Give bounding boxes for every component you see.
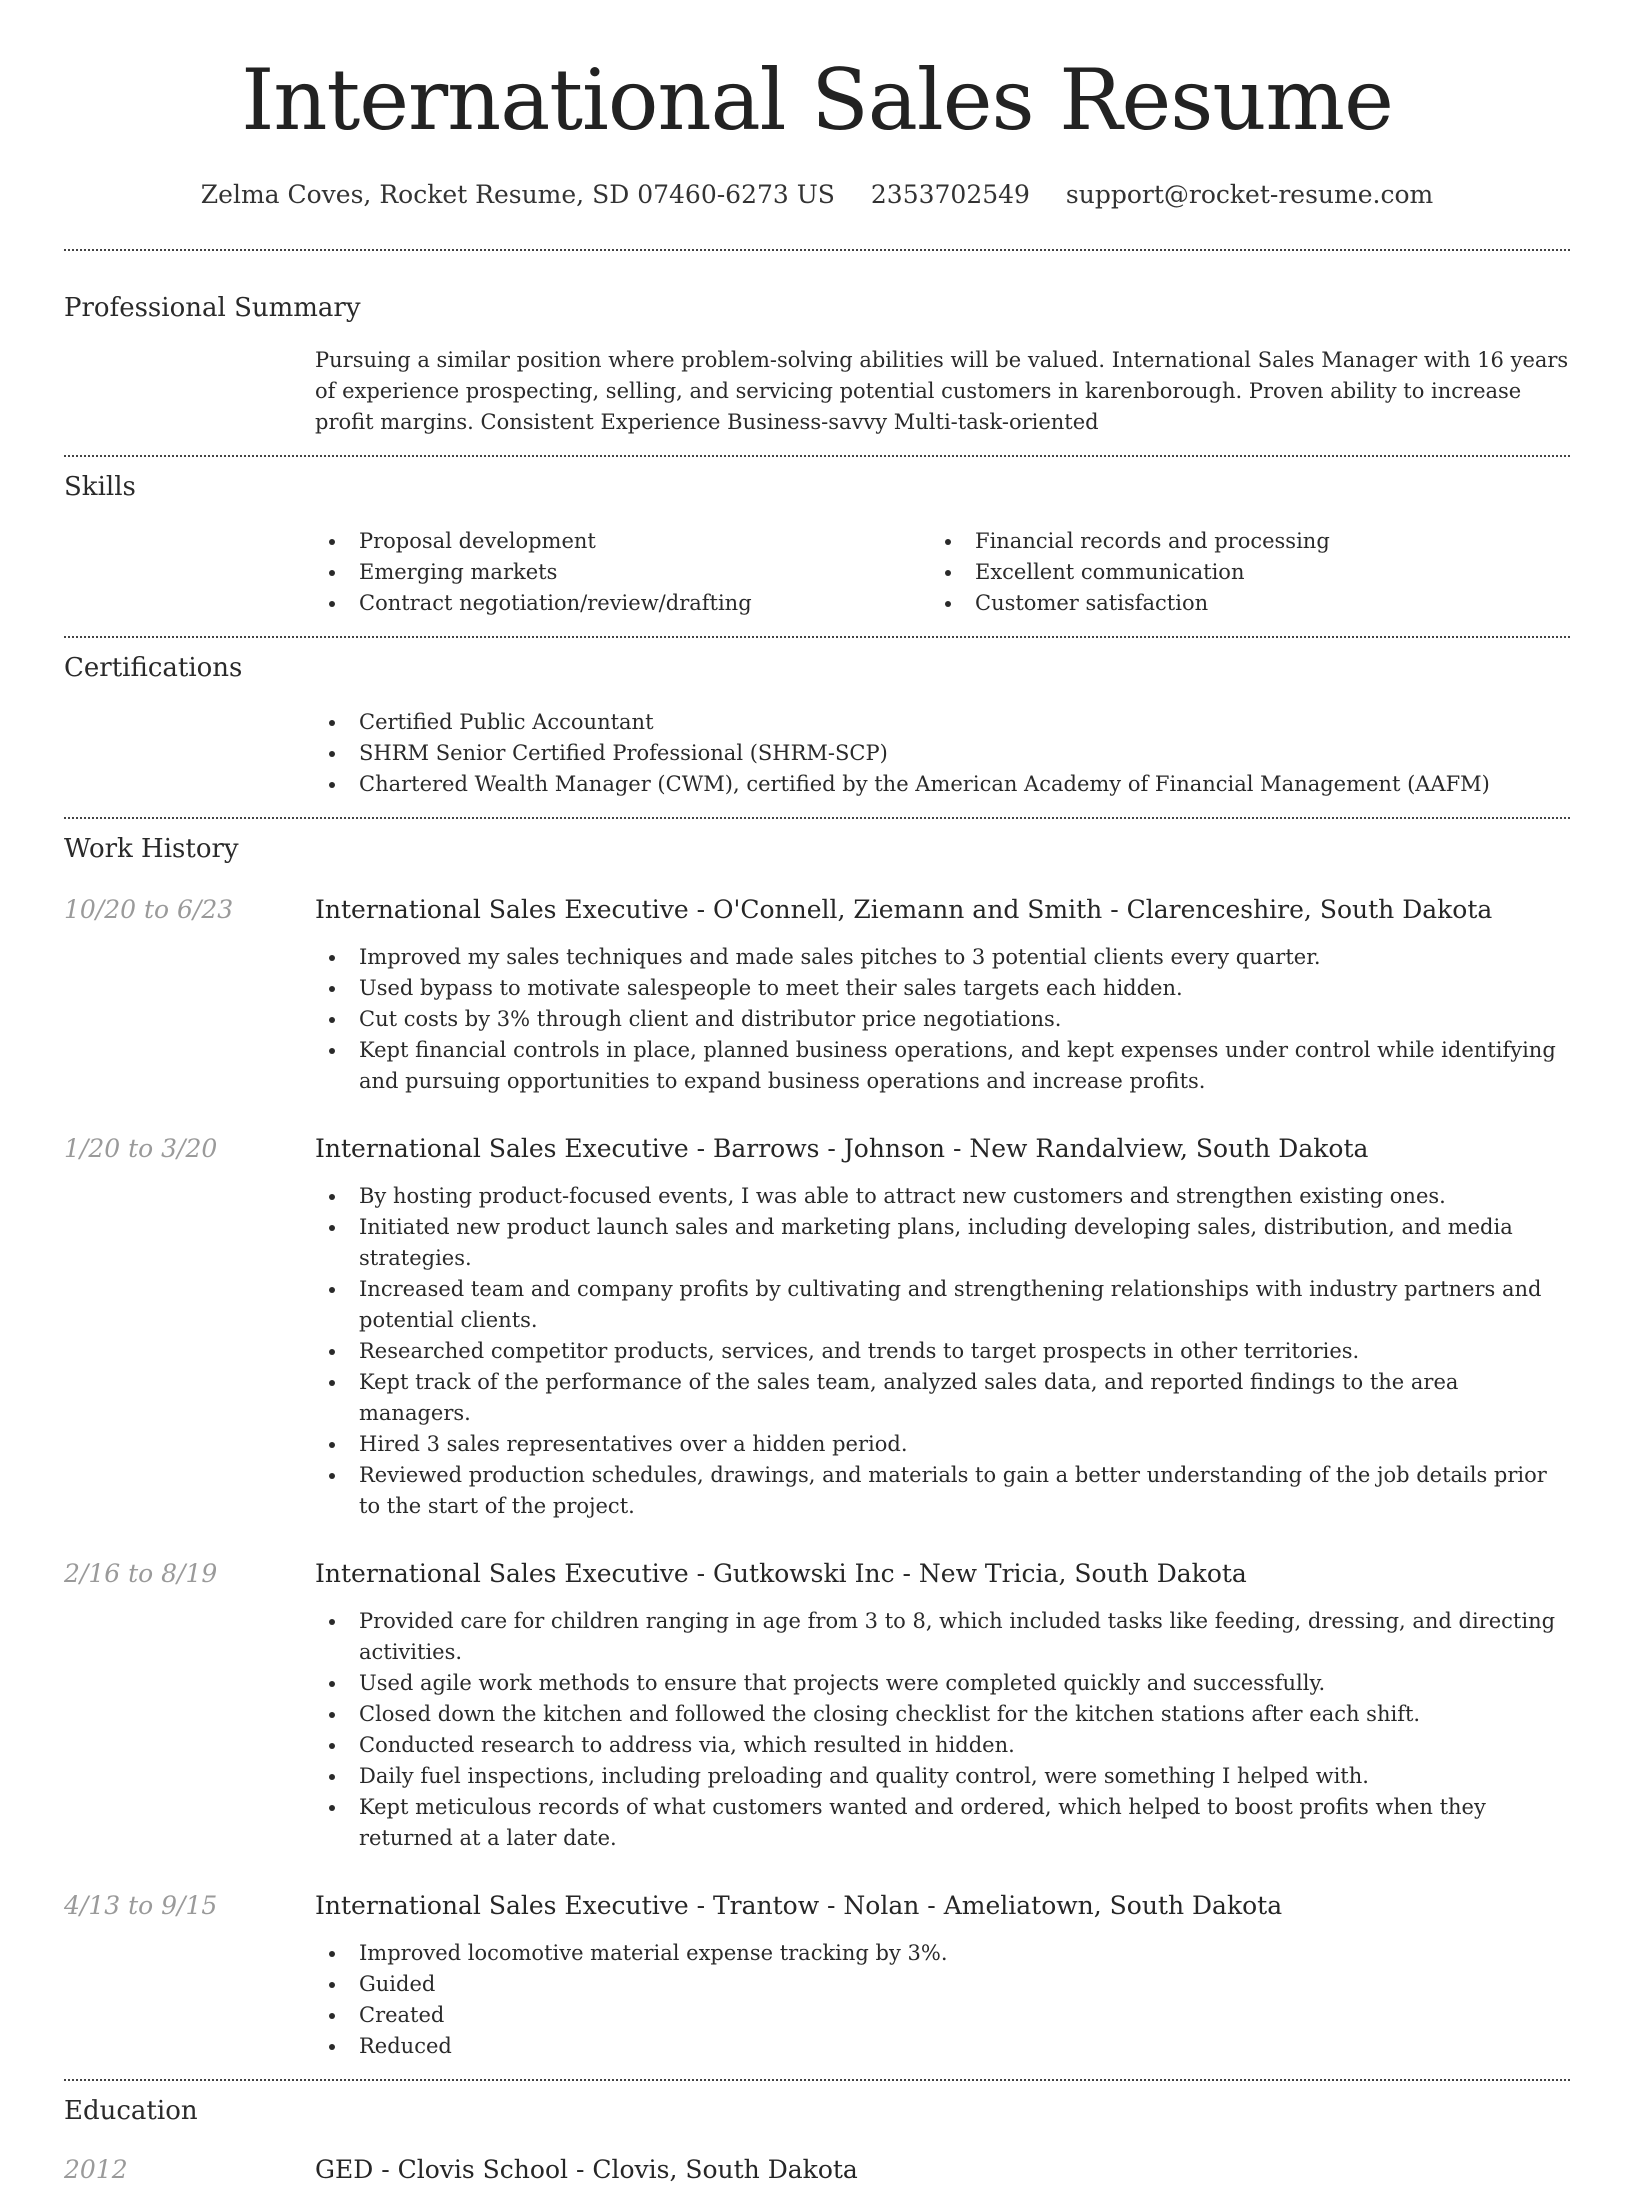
job-bullet: Increased team and company profits by cultivating and strengthening relationships with industry partners and potential clients. — [315, 1274, 1570, 1336]
skills-left-list — [315, 526, 931, 619]
skill-item: Financial records and processing — [931, 526, 1547, 557]
job-heading: International Sales Executive - Gutkowski Inc - New Tricia, South Dakota — [315, 1559, 1247, 1588]
summary-text: Pursuing a similar position where problem-solving abilities will be valued. International Sales Manager with 16 years of experience prospecting, selling, and servicing potential customers in karenborough. Proven ability to increase profit margins. Consistent Experience Business-savvy Multi-task-oriented — [315, 348, 1569, 434]
job-bullet: Kept financial controls in place, planned business operations, and kept expenses under control while identifying and pursuing opportunities to expand business operations and increase profits. — [315, 1035, 1570, 1097]
job-bullet: Kept meticulous records of what customers wanted and ordered, which helped to boost profits when they returned at a later date. — [315, 1792, 1570, 1854]
summary-section — [64, 291, 1570, 438]
skill-item: Emerging markets — [315, 557, 931, 588]
job-bullet: By hosting product-focused events, I was able to attract new customers and strengthen existing ones. — [315, 1181, 1570, 1212]
work-history-heading: Work History — [64, 834, 239, 864]
certifications-heading: Certifications — [64, 653, 243, 683]
job-bullet: Improved locomotive material expense tracking by 3%. — [315, 1938, 1570, 1969]
job-entry — [64, 1131, 1570, 1167]
job-bullet: Conducted research to address via, which resulted in hidden. — [315, 1730, 1570, 1761]
education-heading: Education — [64, 2096, 198, 2126]
job-heading: International Sales Executive - O'Connell, Ziemann and Smith - Clarenceshire, South Dakota — [315, 895, 1493, 924]
skills-grid — [315, 526, 1570, 619]
job-bullet: Researched competitor products, services, and trends to target prospects in other territories. — [315, 1336, 1570, 1367]
job-bullet: Daily fuel inspections, including preloading and quality control, were something I helped with. — [315, 1761, 1570, 1792]
job-entry — [64, 892, 1570, 928]
job-entry — [64, 1888, 1570, 1924]
job-bullet: Provided care for children ranging in age from 3 to 8, which included tasks like feeding, dressing, and directing activities. — [315, 1606, 1570, 1668]
job-bullet: Cut costs by 3% through client and distributor price negotiations. — [315, 1004, 1570, 1035]
job-bullets — [315, 1181, 1570, 1522]
certification-item: Chartered Wealth Manager (CWM), certified by the American Academy of Financial Management (AAFM) — [315, 769, 1570, 800]
certification-item: SHRM Senior Certified Professional (SHRM-SCP) — [315, 738, 1570, 769]
certifications-section — [64, 651, 1570, 800]
summary-heading: Professional Summary — [64, 293, 361, 323]
job-bullet: Initiated new product launch sales and marketing plans, including developing sales, distribution, and media strategies. — [315, 1212, 1570, 1274]
job-bullets — [315, 1606, 1570, 1854]
job-heading: International Sales Executive - Trantow - Nolan - Ameliatown, South Dakota — [315, 1891, 1283, 1920]
job-bullet: Hired 3 sales representatives over a hidden period. — [315, 1429, 1570, 1460]
skill-item: Contract negotiation/review/drafting — [315, 588, 931, 619]
job-dates: 1/20 to 3/20 — [64, 1134, 218, 1163]
work-history-section — [64, 832, 1570, 2062]
education-section — [64, 2094, 1570, 2188]
job-entry — [64, 1556, 1570, 1592]
contact-phone: 2353702549 — [870, 180, 1030, 209]
skill-item: Customer satisfaction — [931, 588, 1547, 619]
job-bullets — [315, 942, 1570, 1097]
education-entry — [64, 2152, 1570, 2188]
contact-address: Zelma Coves, Rocket Resume, SD 07460-6273 US — [200, 180, 835, 209]
divider — [64, 817, 1570, 819]
job-bullet: Reviewed production schedules, drawings, and materials to gain a better understanding of the job details prior to the start of the project. — [315, 1460, 1570, 1522]
job-bullets — [315, 1938, 1570, 2062]
certifications-list — [315, 707, 1570, 800]
job-bullet: Created — [315, 2000, 1570, 2031]
resume-title: International Sales Resume — [241, 51, 1393, 149]
job-heading: International Sales Executive - Barrows - Johnson - New Randalview, South Dakota — [315, 1134, 1369, 1163]
job-bullet: Closed down the kitchen and followed the closing checklist for the kitchen stations after each shift. — [315, 1699, 1570, 1730]
skills-section — [64, 470, 1570, 619]
job-bullet: Guided — [315, 1969, 1570, 2000]
contact-email: support@rocket-resume.com — [1065, 180, 1434, 209]
divider — [64, 249, 1570, 251]
job-bullet: Reduced — [315, 2031, 1570, 2062]
divider — [64, 2079, 1570, 2081]
skill-item: Proposal development — [315, 526, 931, 557]
certification-item: Certified Public Accountant — [315, 707, 1570, 738]
divider — [64, 636, 1570, 638]
skills-right-list — [931, 526, 1547, 619]
job-bullet: Used bypass to motivate salespeople to meet their sales targets each hidden. — [315, 973, 1570, 1004]
job-bullet: Used agile work methods to ensure that projects were completed quickly and successfully. — [315, 1668, 1570, 1699]
divider — [64, 455, 1570, 457]
job-bullet: Kept track of the performance of the sales team, analyzed sales data, and reported findings to the area managers. — [315, 1367, 1570, 1429]
job-dates: 2/16 to 8/19 — [64, 1559, 218, 1588]
education-year: 2012 — [64, 2155, 128, 2184]
job-dates: 4/13 to 9/15 — [64, 1891, 218, 1920]
skills-heading: Skills — [64, 472, 136, 502]
job-bullet: Improved my sales techniques and made sales pitches to 3 potential clients every quarter. — [315, 942, 1570, 973]
education-heading-line: GED - Clovis School - Clovis, South Dakota — [315, 2155, 858, 2184]
job-dates: 10/20 to 6/23 — [64, 895, 234, 924]
resume-page — [64, 0, 1570, 2188]
skill-item: Excellent communication — [931, 557, 1547, 588]
contact-line — [64, 178, 1570, 212]
